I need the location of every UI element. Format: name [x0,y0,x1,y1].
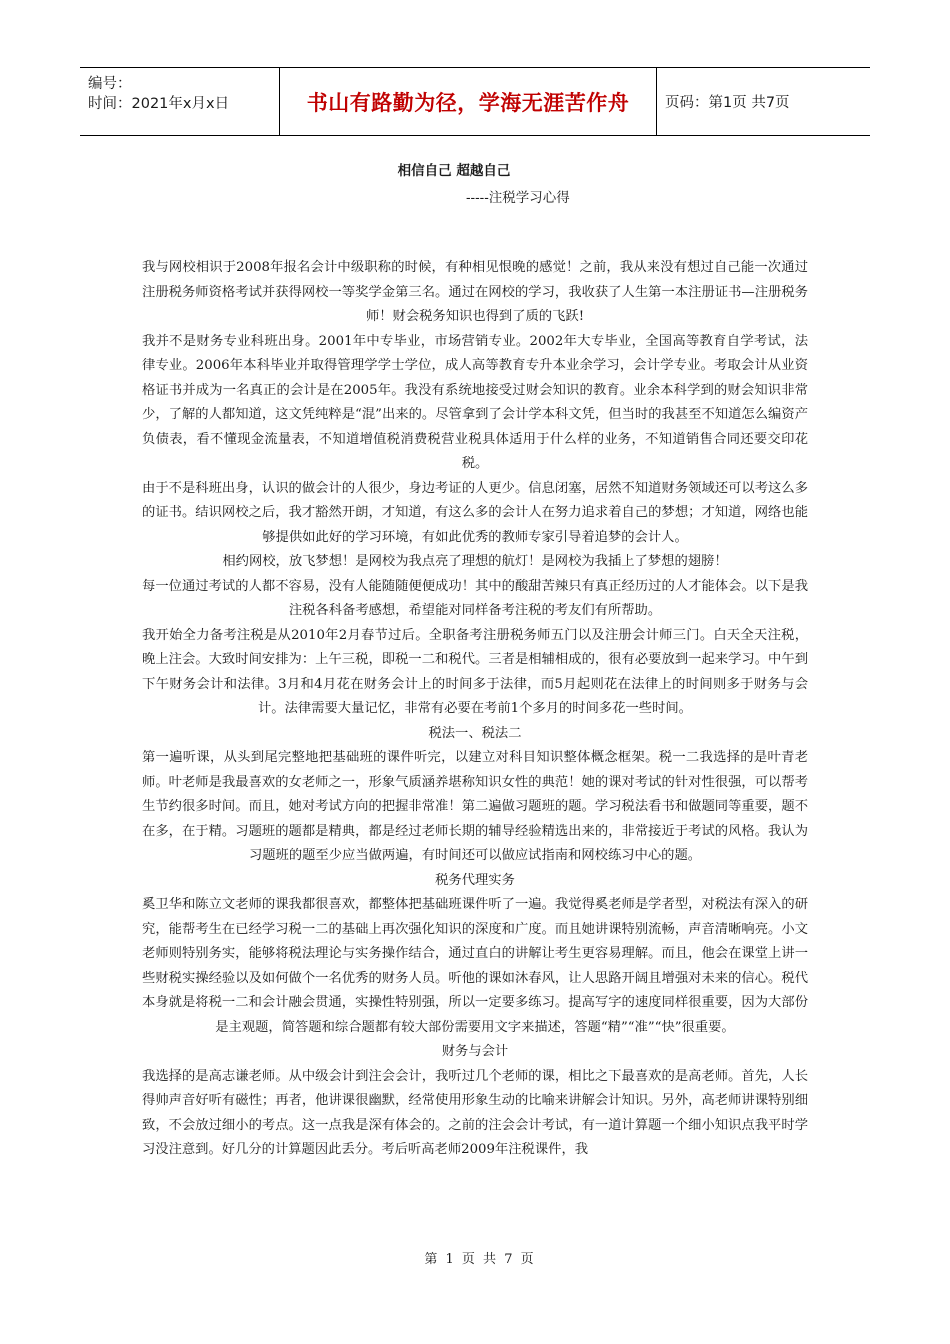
number-label: 编号： [88,76,132,92]
section-heading: 税务代理实务 [435,872,515,888]
paragraph: 我开始全力备考注税是从2010年2月春节过后。全职备考注册税务师五门以及注册会计师三门。白天全天注税，晚上注会。大致时间安排为：上午三税，即税一二和税代。三者是相辅相成的，很有必要放到一起来学习。中午到下午财务会计和法律。3月和4月花在财务会计上的时间多于法律，而5月起则花在法律上的时间则多于财务与会计。法律需要大量记忆，非常有必要在考前1个多月的时间多花一些时间。 [142,627,808,716]
section-paragraph: 奚卫华和陈立文老师的课我都很喜欢，都整体把基础班课件听了一遍。我觉得奚老师是学者型，对税法有深入的研究，能帮考生在已经学习税一二的基础上再次强化知识的深度和广度。而且她讲课特别流畅，声音清晰响亮。小文老师则特别务实，能够将税法理论与实务操作结合，通过直白的讲解让考生更容易理解。而且，他会在课堂上讲一些财税实操经验以及如何做个一名优秀的财务人员。听他的课如沐春风，让人思路开阔且增强对未来的信心。税代本身就是将税一二和会计融会贯通，实操性特别强，所以一定要多练习。提高写字的速度同样很重要，因为大部份是主观题，简答题和综合题都有较大部份需要用文字来描述，答题“精”“准”“快”很重要。 [142,897,808,1035]
time-label: 时间：2021年x月x日 [88,96,230,112]
document-body [142,256,808,1163]
header-table [80,67,870,136]
header-motto: 书山有路勤为径，学海无涯苦作舟 [280,68,657,135]
section-heading: 财务与会计 [441,1044,509,1059]
header-left-cell [80,68,280,135]
paragraph: 每一位通过考试的人都不容易，没有人能随随便便成功！其中的酸甜苦辣只有真正经历过的人才能体会。以下是我注税各科备考感想，希望能对同样备考注税的考友们有所帮助。 [142,578,808,618]
section-paragraph: 我选择的是高志谦老师。从中级会计到注会会计，我听过几个老师的课，相比之下最喜欢的是高老师。首先，人长得帅声音好听有磁性；再者，他讲课很幽默，经常使用形象生动的比喻来讲解会计知识。另外，高老师讲课特别细致，不会放过细小的考点。这一点我是深有体会的。之前的注会会计考试，有一道计算题一个细小知识点我平时学习没注意到。好几分的计算题因此丢分。考后听高老师2009年注税课件，我 [142,1068,808,1157]
paragraph: 我与网校相识于2008年报名会计中级职称的时候，有种相见恨晚的感觉！之前，我从来没有想过自己能一次通过注册税务师资格考试并获得网校一等奖学金第三名。通过在网校的学习，我收获了人生第一本注册证书—注册税务师！财会税务知识也得到了质的飞跃! [142,260,808,324]
section-paragraph: 第一遍听课，从头到尾完整地把基础班的课件听完，以建立对科目知识整体概念框架。税一二我选择的是叶青老师。叶老师是我最喜欢的女老师之一，形象气质涵养堪称知识女性的典范！她的课对考试的针对性很强，可以帮考生节约很多时间。而且，她对考试方向的把握非常准！第二遍做习题班的题。学习税法看书和做题同等重要，题不在多，在于精。习题班的题都是精典，都是经过老师长期的辅导经验精选出来的，非常接近于考试的风格。我认为习题班的题至少应当做两遍，有时间还可以做应试指南和网校练习中心的题。 [142,750,808,863]
header-page-info: 页码：第1页 共7页 [665,95,790,111]
page-footer: 第 1 页 共 7 页 [424,1252,536,1267]
document-title: 相信自己 超越自己 [397,163,511,179]
paragraph: 由于不是科班出身，认识的做会计的人很少，身边考证的人更少。信息闭塞，居然不知道财务领域还可以考这么多的证书。结识网校之后，我才豁然开朗，才知道，有这么多的会计人在努力追求着自己的梦想；才知道，网络也能够提供如此好的学习环境，有如此优秀的教师专家引导着追梦的会计人。 [142,480,808,545]
section-heading: 税法一、税法二 [428,725,522,741]
paragraph: 相约网校，放飞梦想！是网校为我点亮了理想的航灯！是网校为我插上了梦想的翅膀！ [222,554,728,569]
paragraph: 我并不是财务专业科班出身。2001年中专毕业，市场营销专业。2002年大专毕业，全国高等教育自学考试，法律专业。2006年本科毕业并取得管理学学士学位，成人高等教育专升本业余学习，会计学专业。考取会计从业资格证书并成为一名真正的会计是在2005年。我没有系统地接受过财会知识的教育。业余本科学到的财会知识非常少，了解的人都知道，这文凭纯粹是“混”出来的。尽管拿到了会计学本科文凭，但当时的我甚至不知道怎么编资产负债表，看不懂现金流量表，不知道增值税消费税营业税具体适用于什么样的业务，不知道销售合同还要交印花税。 [142,333,808,471]
document-subtitle: -----注税学习心得 [466,190,570,206]
